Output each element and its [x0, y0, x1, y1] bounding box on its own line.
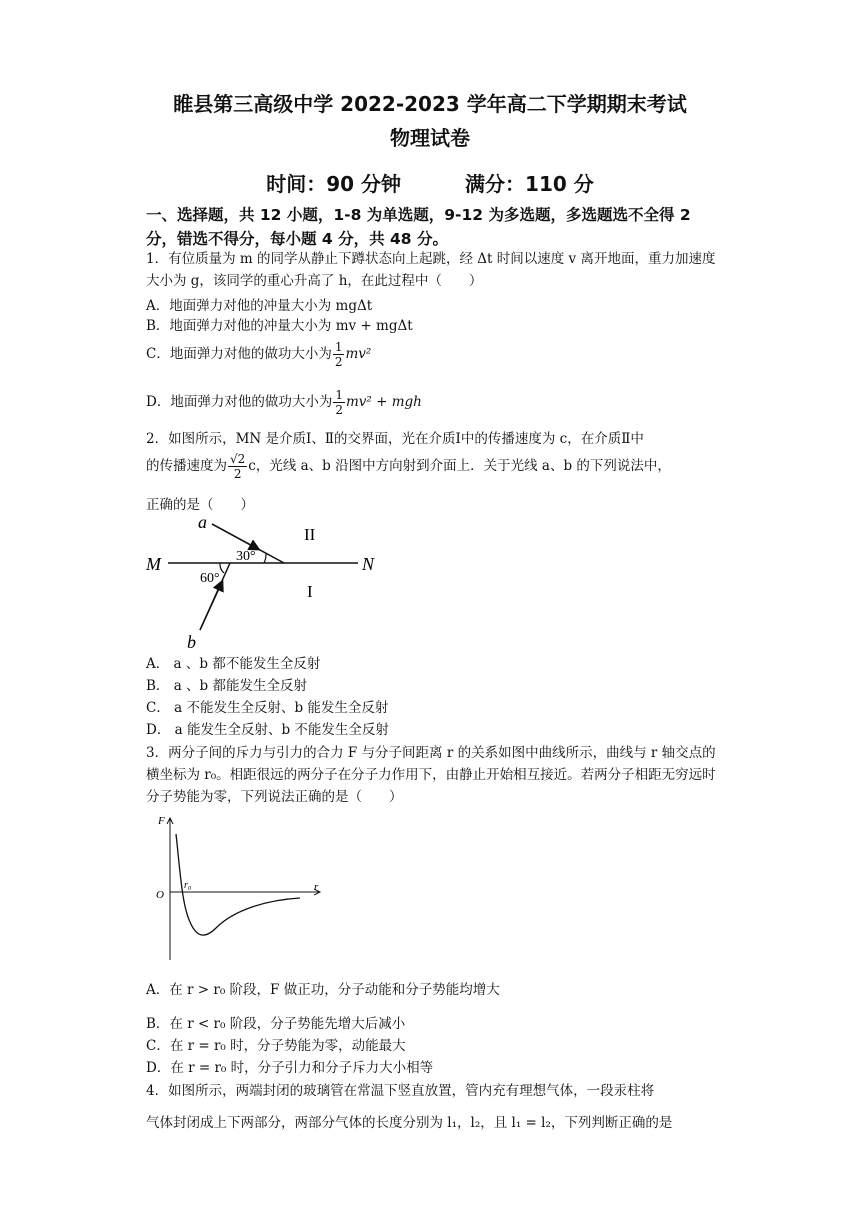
ray-a-arrow	[212, 524, 258, 549]
q3-stem: 3．两分子间的斥力与引力的合力 F 与分子间距离 r 的关系如图中曲线所示，曲线与 r 轴交点的横坐标为 r₀。相距很远的两分子在分子力作用下，由静止开始相互接近。若两分子相距无穷远时分子势能为零，下列说法正确的是（ ）	[146, 745, 716, 805]
force-curve	[176, 834, 300, 935]
label-m: M	[146, 554, 161, 574]
q2-stem-line1: 2．如图所示，MN 是介质Ⅰ、Ⅱ的交界面，光在介质Ⅰ中的传播速度为 c，在介质Ⅱ中	[146, 431, 644, 447]
fraction: $\frac{√2}{2}$	[230, 452, 246, 481]
angle-arc-30	[264, 554, 266, 563]
q1-stem: 1．有位质量为 m 的同学从静止下蹲状态向上起跳，经 Δt 时间以速度 v 离开地面，重力加速度大小为 g，该同学的重心升高了 h，在此过程中（ ）	[146, 251, 716, 289]
section-heading: 一、选择题，共 12 小题，1-8 为单选题，9-12 为多选题，多选题选不全得 2 分，错选不得分，每小题 4 分，共 48 分。	[146, 206, 691, 248]
q1-option-a: A．地面弹力对他的冲量大小为 mgΔt	[146, 298, 373, 314]
q3-option-d: D．在 r = r₀ 时，分子引力和分子斥力大小相等	[146, 1060, 434, 1076]
fraction: $\frac{1}{2}$	[335, 388, 343, 417]
label-angle-60: 60°	[200, 571, 220, 586]
force-distance-graph	[150, 810, 340, 970]
q3-option-b: B．在 r < r₀ 阶段，分子势能先增大后减小	[146, 1016, 406, 1032]
label-medium-ii: II	[304, 525, 316, 544]
q1-option-d-text: D．地面弹力对他的做功大小为	[146, 394, 333, 410]
q2-option-d: D． a 能发生全反射、b 不能发生全反射	[146, 722, 389, 738]
exam-title: 睢县第三高级中学 2022-2023 学年高二下学期期末考试	[173, 92, 687, 116]
q2-stem-line3: 正确的是（ ）	[146, 497, 254, 513]
exam-time-score	[0, 168, 860, 197]
label-f: F	[158, 815, 165, 827]
q1-option-b: B．地面弹力对他的冲量大小为 mv + mgΔt	[146, 318, 413, 334]
q2-option-c: C． a 不能发生全反射、b 能发生全反射	[146, 700, 389, 716]
label-o: O	[156, 889, 164, 901]
fraction: $\frac{1}{2}$	[334, 340, 343, 369]
q1-option-d-expr: mv² + mgh	[345, 394, 422, 410]
q1-option-c	[146, 340, 726, 369]
label-n: N	[362, 554, 375, 574]
refraction-diagram	[140, 512, 400, 654]
q2-option-a: A． a 、b 都不能发生全反射	[146, 656, 321, 672]
q1-option-c-expr: mv²	[345, 346, 372, 362]
label-a: a	[198, 512, 207, 532]
label-angle-30: 30°	[236, 549, 256, 564]
label-medium-i: I	[307, 582, 313, 601]
exam-time: 时间：90 分钟	[266, 172, 402, 196]
exam-score: 满分：110 分	[465, 172, 594, 196]
angle-arc-60	[220, 563, 224, 573]
ray-b-arrow	[200, 582, 222, 630]
q4-stem-line2: 气体封闭成上下两部分，两部分气体的长度分别为 l₁，l₂，且 l₁ = l₂，下列判断正确的是	[146, 1115, 673, 1131]
q2-option-b: B． a 、b 都能发生全反射	[146, 678, 307, 694]
exam-subtitle: 物理试卷	[390, 126, 470, 150]
q2-stem-line2: 的传播速度为 $\frac{√2}{2}$ c，光线 a、b 沿图中方向射到介面上．关于光线 a、b 的下列说法中，	[146, 452, 671, 481]
q3-option-c: C．在 r = r₀ 时，分子势能为零，动能最大	[146, 1038, 406, 1054]
q3-option-a: A．在 r > r₀ 阶段，F 做正功，分子动能和分子势能均增大	[146, 982, 500, 998]
q4-stem-line1: 4．如图所示，两端封闭的玻璃管在常温下竖直放置，管内充有理想气体，一段汞柱将	[146, 1083, 655, 1099]
label-b: b	[187, 632, 196, 652]
q1-option-c-text: C．地面弹力对他的做功大小为	[146, 346, 332, 362]
label-r0: r₀	[184, 880, 192, 891]
label-r: r	[314, 881, 319, 893]
q1-option-d	[146, 388, 726, 417]
